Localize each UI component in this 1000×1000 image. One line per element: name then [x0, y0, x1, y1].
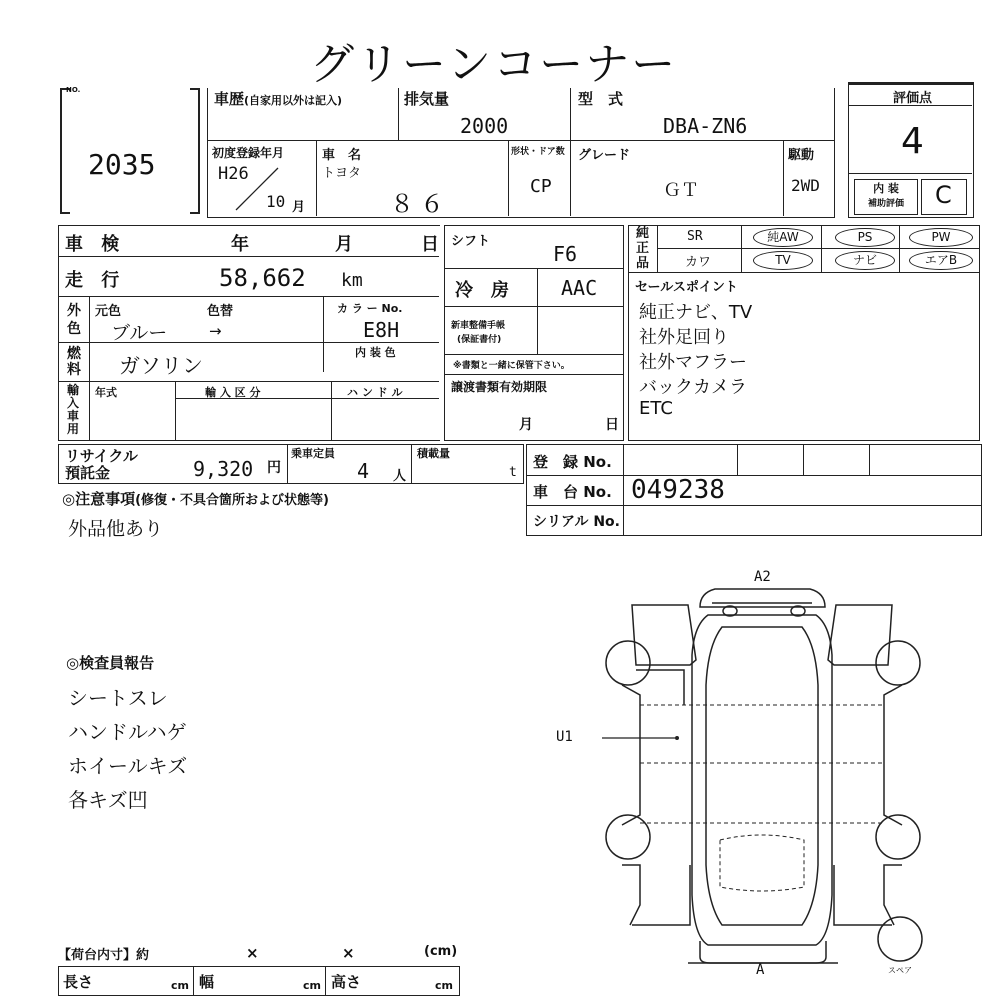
notes-title: ◎注意事項	[62, 490, 136, 508]
orig-color-label: 元色	[95, 304, 122, 319]
manual-label-1: 新車整備手帳	[451, 321, 506, 331]
equip-pw-label: PW	[931, 230, 951, 244]
first-reg-year: H26	[218, 164, 249, 184]
grade-label: グレード	[578, 148, 631, 163]
recycle-unit: 円	[267, 460, 281, 476]
mileage-unit: km	[341, 270, 363, 291]
cargo-table	[58, 966, 460, 996]
shaken-month-label: 月	[335, 234, 353, 255]
import-year-label: 年式	[95, 386, 117, 399]
manual-note: ※書類と一緒に保管下さい。	[453, 361, 570, 371]
displacement-label: 排気量	[404, 90, 450, 108]
maker-value: トヨタ	[322, 166, 362, 181]
cargo-height-label: 高さ	[331, 973, 362, 991]
rating-value: 4	[901, 121, 924, 162]
recycle-label-1: リサイクル	[65, 447, 138, 465]
cargo-width-label: 幅	[199, 973, 215, 991]
equip-ps	[835, 228, 895, 247]
inspector-item: ハンドルハゲ	[68, 720, 187, 744]
equipment-panel	[628, 225, 980, 441]
lot-number: 2035	[88, 148, 156, 181]
rating-label: 評価点	[893, 91, 933, 106]
cargo-label: 【荷台内寸】約	[58, 948, 150, 963]
rating-box	[848, 82, 974, 218]
genuine-side-label: 純正品	[636, 226, 650, 271]
orig-color-value: ブルー	[111, 322, 168, 344]
equip-navi	[835, 251, 895, 270]
shift-ac-table	[444, 225, 624, 441]
equip-tv	[753, 251, 813, 270]
model-value: DBA-ZN6	[663, 114, 748, 138]
chassis-no-value: 049238	[631, 475, 725, 505]
import-type-label: 輸 入 区 分	[205, 386, 261, 399]
specs-table	[58, 225, 440, 441]
ac-label: 冷 房	[455, 280, 509, 301]
inspector-item: シートスレ	[68, 686, 168, 710]
history-note: (自家用以外は記入)	[244, 94, 343, 107]
selling-point: 社外足回り	[639, 327, 729, 348]
equip-alloy-wheels-label: 純AW	[767, 230, 799, 244]
selling-point: 社外マフラー	[639, 352, 747, 373]
equip-sr: SR	[687, 229, 703, 244]
transfer-day: 日	[605, 417, 619, 433]
interior-label: 内 装	[873, 182, 899, 195]
history-label: 車歴	[214, 90, 245, 108]
color-no-value: E8H	[363, 318, 400, 342]
serial-no-label: シリアル No.	[533, 514, 620, 530]
color-no-label: カ ラ ー No.	[337, 302, 403, 315]
mileage-label: 走 行	[65, 270, 126, 291]
cargo-width-unit: cm	[303, 979, 321, 992]
notes-sub: (修復・不具合箇所および状態等)	[135, 493, 329, 508]
cargo-height-unit: cm	[435, 979, 453, 992]
selling-points-label: セールスポイント	[635, 280, 738, 295]
mileage-value: 58,662	[219, 264, 306, 292]
model-label: 型 式	[578, 90, 624, 108]
shift-label: シフト	[451, 234, 491, 249]
notes-label	[62, 488, 329, 509]
registration-table	[526, 444, 982, 536]
cargo-unit: (cm)	[424, 944, 458, 959]
diagram-mark-a: A	[756, 962, 765, 978]
selling-point: 純正ナビ、TV	[639, 302, 753, 323]
car-damage-diagram	[540, 565, 1000, 985]
repaint-label: 色替	[207, 304, 234, 319]
cargo-length-unit: cm	[171, 979, 189, 992]
first-reg-month: 10	[266, 192, 286, 211]
reg-no-label: 登 録 No.	[533, 453, 612, 471]
repaint-value: →	[209, 322, 222, 340]
selling-point: バックカメラ	[639, 377, 747, 398]
no-label: NO.	[66, 86, 81, 94]
color-side-label: 外色	[67, 303, 81, 337]
inspector-item: ホイールキズ	[68, 754, 188, 778]
equip-navi-label: ナビ	[852, 253, 877, 267]
import-side-label: 輸入車用	[67, 383, 80, 436]
shaken-label: 車 検	[65, 234, 126, 255]
shape-value: CP	[530, 176, 552, 197]
cargo-x1: ×	[246, 944, 259, 962]
interior-sub: 補助評価	[867, 199, 904, 209]
drive-value: 2WD	[791, 176, 820, 195]
cargo-x2: ×	[342, 944, 355, 962]
equip-pw	[909, 228, 973, 247]
cargo-length-label: 長さ	[63, 973, 94, 991]
drive-label: 駆動	[788, 148, 815, 163]
selling-point: ETC	[639, 398, 673, 419]
capacity-label: 乗車定員	[291, 447, 335, 460]
handle-label: ハ ン ド ル	[347, 386, 403, 399]
transfer-label: 譲渡書類有効期限	[451, 380, 548, 394]
shaken-year-label: 年	[231, 234, 249, 255]
spare-label: スペア	[888, 966, 912, 975]
equip-ps-label: PS	[857, 230, 873, 244]
equip-alloy-wheels	[753, 228, 813, 247]
inspector-item: 各キズ凹	[68, 788, 148, 812]
car-name-label: 車 名	[322, 148, 362, 163]
load-label: 積載量	[417, 447, 450, 460]
equip-tv-label: TV	[775, 253, 791, 267]
recycle-row	[58, 444, 524, 484]
chassis-no-label: 車 台 No.	[533, 483, 612, 501]
capacity-value: 4	[357, 459, 370, 483]
fuel-value: ガソリン	[119, 354, 203, 378]
equip-leather: カワ	[685, 255, 712, 270]
fuel-side-label: 燃料	[67, 346, 81, 378]
recycle-amount: 9,320	[193, 457, 254, 481]
sheet-title: グリーンコーナー	[310, 39, 678, 90]
equip-airbag-label: エアB	[924, 253, 958, 267]
car-name-value: ８６	[390, 190, 450, 218]
displacement-value: 2000	[460, 114, 509, 138]
load-unit: t	[509, 465, 517, 480]
interior-grade: C	[935, 181, 952, 209]
manual-label-2: (保証書付)	[457, 335, 502, 345]
header-table	[207, 88, 835, 218]
lot-number-box	[60, 88, 200, 212]
grade-value: ＧＴ	[663, 180, 699, 201]
interior-color-label: 内 装 色	[355, 346, 396, 359]
ac-value: AAC	[561, 276, 598, 300]
diagram-mark-a2: A2	[754, 569, 771, 585]
first-reg-label: 初度登録年月	[212, 146, 285, 160]
equip-airbag	[909, 251, 973, 270]
diagram-mark-u1: U1	[556, 729, 573, 745]
transfer-month: 月	[519, 417, 533, 433]
shift-value: F6	[553, 242, 578, 266]
shape-label: 形状・ドア数	[511, 147, 565, 157]
notes-text: 外品他あり	[68, 518, 164, 540]
capacity-unit: 人	[393, 469, 407, 484]
recycle-label-2: 預託金	[65, 464, 111, 482]
inspector-label: ◎検査員報告	[66, 654, 155, 672]
month-unit: 月	[292, 200, 306, 215]
shaken-day-label: 日	[421, 234, 439, 255]
